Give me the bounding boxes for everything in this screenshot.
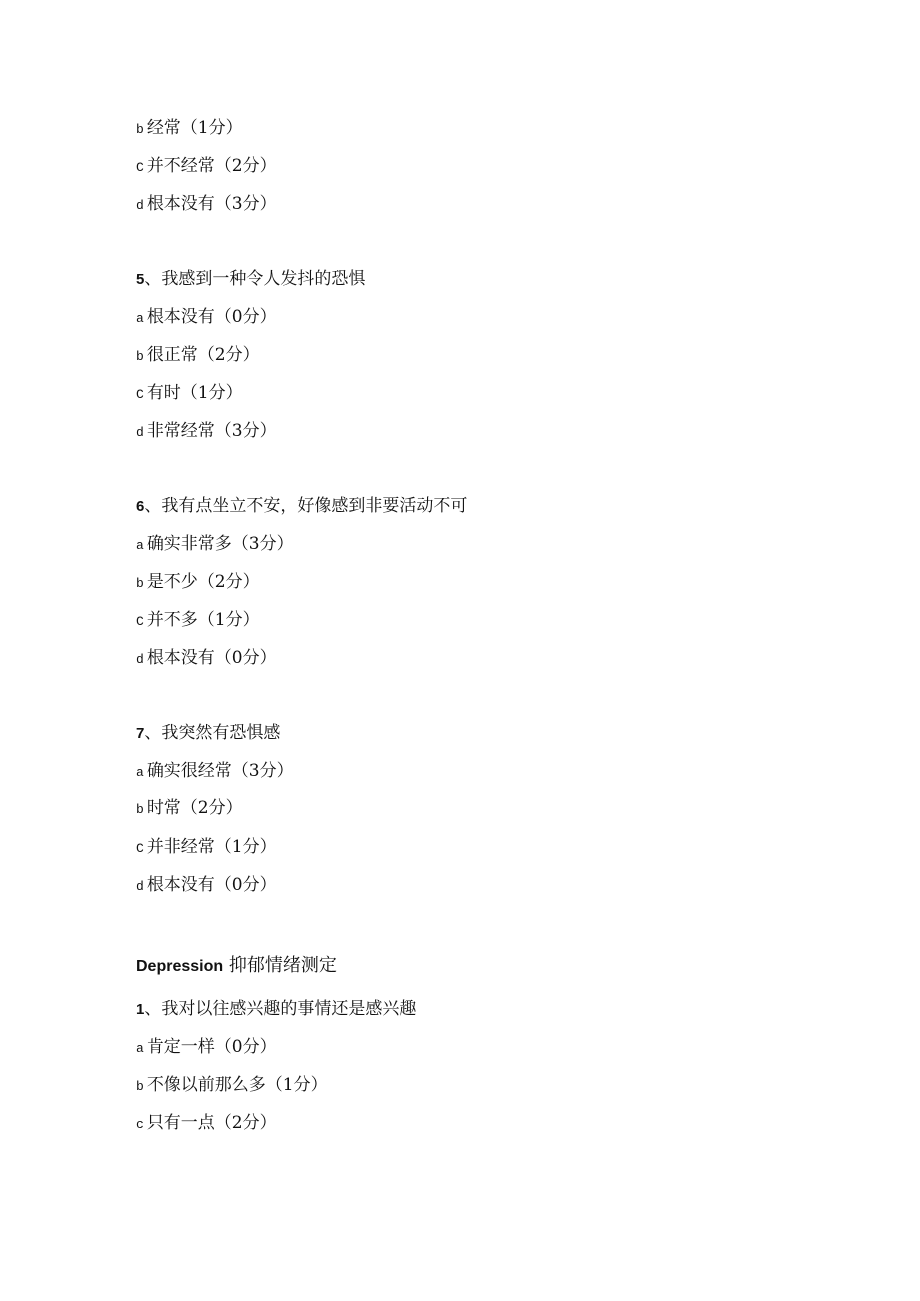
option-line	[136, 344, 260, 368]
question-number: 6	[136, 498, 145, 515]
option-text: 并不经常（2分）	[146, 156, 277, 176]
option-text: 确实非常多（3分）	[146, 534, 294, 554]
question-separator: 、	[144, 999, 162, 1019]
option-text: 确实很经常（3分）	[146, 761, 294, 781]
option-letter: b	[136, 349, 144, 364]
option-line	[136, 155, 277, 179]
question-number: 1	[136, 1001, 145, 1018]
option-letter: C	[136, 160, 144, 175]
option-letter: d	[136, 652, 144, 667]
option-text: 很正常（2分）	[146, 345, 260, 365]
depression-question-1-heading	[136, 998, 416, 1021]
question-text: 我突然有恐惧感	[161, 723, 281, 743]
option-letter: C	[136, 614, 144, 629]
option-line	[136, 609, 260, 633]
option-line	[136, 1036, 277, 1060]
option-text: 非常经常（3分）	[146, 421, 277, 441]
option-line	[136, 647, 277, 671]
option-line	[136, 571, 260, 595]
question-separator: 、	[144, 496, 162, 516]
option-line	[136, 760, 294, 784]
question-number: 7	[136, 725, 145, 742]
question-separator: 、	[144, 723, 162, 743]
option-line	[136, 836, 277, 860]
option-letter: c	[136, 1117, 144, 1132]
option-line	[136, 306, 277, 330]
question-text: 我感到一种令人发抖的恐惧	[161, 269, 366, 289]
option-letter: d	[136, 198, 144, 213]
option-letter: d	[136, 425, 144, 440]
question-text: 我对以往感兴趣的事情还是感兴趣	[161, 999, 417, 1019]
question-separator: 、	[144, 269, 162, 289]
option-line	[136, 533, 294, 557]
option-text: 根本没有（0分）	[146, 307, 277, 327]
option-text: 肯定一样（0分）	[146, 1037, 277, 1057]
option-letter: b	[136, 122, 144, 137]
option-text: 有时（1分）	[146, 383, 243, 403]
option-line	[136, 1074, 328, 1098]
option-letter: a	[136, 1041, 144, 1056]
option-text: 并不多（1分）	[146, 610, 260, 630]
option-line	[136, 117, 243, 141]
option-text: 是不少（2分）	[146, 572, 260, 592]
option-text: 并非经常（1分）	[146, 837, 277, 857]
option-line	[136, 874, 277, 898]
option-line	[136, 420, 277, 444]
option-text: 根本没有（0分）	[146, 648, 277, 668]
option-line	[136, 382, 243, 406]
question-5-heading	[136, 268, 365, 291]
option-letter: a	[136, 538, 144, 553]
question-number: 5	[136, 271, 145, 288]
option-letter: a	[136, 765, 144, 780]
option-letter: b	[136, 1079, 144, 1094]
option-line	[136, 797, 243, 821]
question-7-heading	[136, 722, 280, 745]
option-letter: b	[136, 576, 144, 591]
question-6-heading	[136, 495, 467, 518]
option-text: 时常（2分）	[146, 798, 243, 818]
section-heading	[136, 955, 337, 978]
question-text: 我有点坐立不安，好像感到非要活动不可	[161, 496, 468, 516]
section-title-zh: 抑郁情绪测定	[228, 955, 337, 976]
option-text: 根本没有（0分）	[146, 875, 277, 895]
option-letter: a	[136, 311, 144, 326]
option-letter: C	[136, 841, 144, 856]
option-letter: C	[136, 387, 144, 402]
option-text: 只有一点（2分）	[146, 1113, 277, 1133]
option-line	[136, 1112, 277, 1136]
option-text: 经常（1分）	[146, 118, 243, 138]
option-letter: b	[136, 802, 144, 817]
option-line	[136, 193, 277, 217]
option-text: 根本没有（3分）	[146, 194, 277, 214]
option-text: 不像以前那么多（1分）	[146, 1075, 328, 1095]
option-letter: d	[136, 879, 144, 894]
section-title-en: Depression	[136, 958, 224, 975]
